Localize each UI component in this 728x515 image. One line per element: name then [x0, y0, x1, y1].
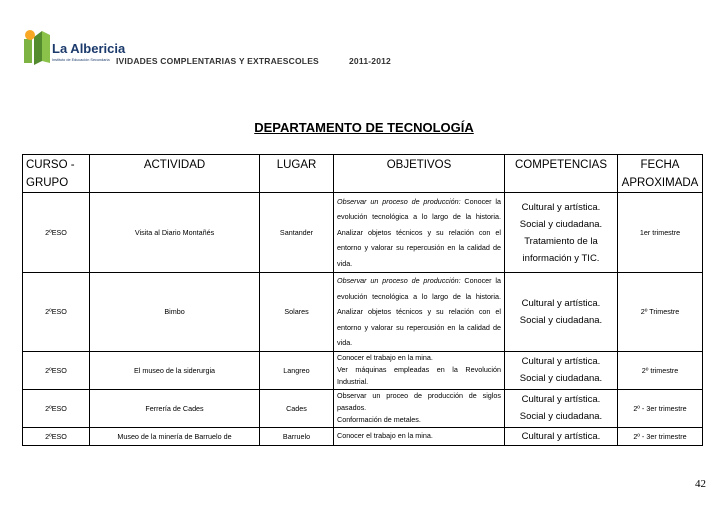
cell-curso: 2ºESO [23, 351, 90, 389]
cell-competencias: Cultural y artística. Social y ciudadana. Tratamiento de la información y TIC. [505, 193, 618, 273]
cell-lugar: Cades [260, 389, 334, 427]
table-row [23, 193, 703, 273]
cell-curso: 2ºESO [23, 193, 90, 273]
cell-objetivos: Observar un proceso de producción: Conocer la evolución tecnológica a lo largo de la historia. Analizar objetos técnicos y su relación con el entorno y valorar su repercusión en la calidad de vida. [334, 273, 505, 352]
cell-fecha: 2º trimestre [618, 351, 703, 389]
cell-fecha: 1er trimestre [618, 193, 703, 273]
cell-competencias: Cultural y artística. Social y ciudadana. [505, 273, 618, 352]
col-aproximada: APROXIMADA [618, 174, 703, 193]
table-row [23, 351, 703, 389]
col-curso: CURSO - [23, 155, 90, 175]
col-actividad: ACTIVIDAD [90, 155, 260, 175]
cell-curso: 2ºESO [23, 427, 90, 445]
cell-actividad: Visita al Diario Montañés [90, 193, 260, 273]
table-header-row [23, 155, 703, 175]
cell-objetivos: Conocer el trabajo en la mina. [334, 427, 505, 445]
cell-fecha: 2º - 3er trimestre [618, 389, 703, 427]
department-title: DEPARTAMENTO DE TECNOLOGÍA [254, 120, 474, 135]
cell-fecha: 2º - 3er trimestre [618, 427, 703, 445]
page-header [22, 25, 722, 71]
cell-lugar: Langreo [260, 351, 334, 389]
cell-lugar: Santander [260, 193, 334, 273]
activities-table [22, 154, 703, 446]
page-number: 42 [695, 478, 706, 490]
col-fecha: FECHA [618, 155, 703, 175]
cell-objetivos: Observar un proceso de producción: Conocer la evolución tecnológica a lo largo de la historia. Analizar objetos técnicos y su relación con el entorno y valorar su repercusión en la calidad de vida. [334, 193, 505, 273]
table-row [23, 273, 703, 352]
cell-competencias: Cultural y artística. [505, 427, 618, 445]
cell-objetivos: Observar un proceo de producción de siglos pasados. Conformación de metales. [334, 389, 505, 427]
cell-fecha: 2º Trimestre [618, 273, 703, 352]
logo-subtitle: Instituto de Educación Secundaria [52, 58, 110, 62]
cell-actividad: El museo de la siderurgia [90, 351, 260, 389]
header-year: 2011-2012 [349, 56, 391, 66]
cell-curso: 2ºESO [23, 389, 90, 427]
header-section: IVIDADES COMPLENTARIAS Y EXTRAESCOLES [116, 56, 319, 66]
cell-lugar: Solares [260, 273, 334, 352]
cell-lugar: Barruelo [260, 427, 334, 445]
cell-curso: 2ºESO [23, 273, 90, 352]
table-row [23, 389, 703, 427]
col-competencias: COMPETENCIAS [505, 155, 618, 175]
col-objetivos: OBJETIVOS [334, 155, 505, 175]
cell-actividad: Museo de la minería de Barruelo de [90, 427, 260, 445]
cell-actividad: Ferrería de Cades [90, 389, 260, 427]
cell-competencias: Cultural y artística. Social y ciudadana. [505, 351, 618, 389]
cell-actividad: Bimbo [90, 273, 260, 352]
col-grupo: GRUPO [23, 174, 90, 193]
cell-competencias: Cultural y artística. Social y ciudadana. [505, 389, 618, 427]
col-lugar: LUGAR [260, 155, 334, 175]
table-header-row-2 [23, 174, 703, 193]
table-row [23, 427, 703, 445]
cell-objetivos: Conocer el trabajo en la mina. Ver máquinas empleadas en la Revolución Industrial. [334, 351, 505, 389]
logo-text: La Albericia [52, 41, 126, 56]
